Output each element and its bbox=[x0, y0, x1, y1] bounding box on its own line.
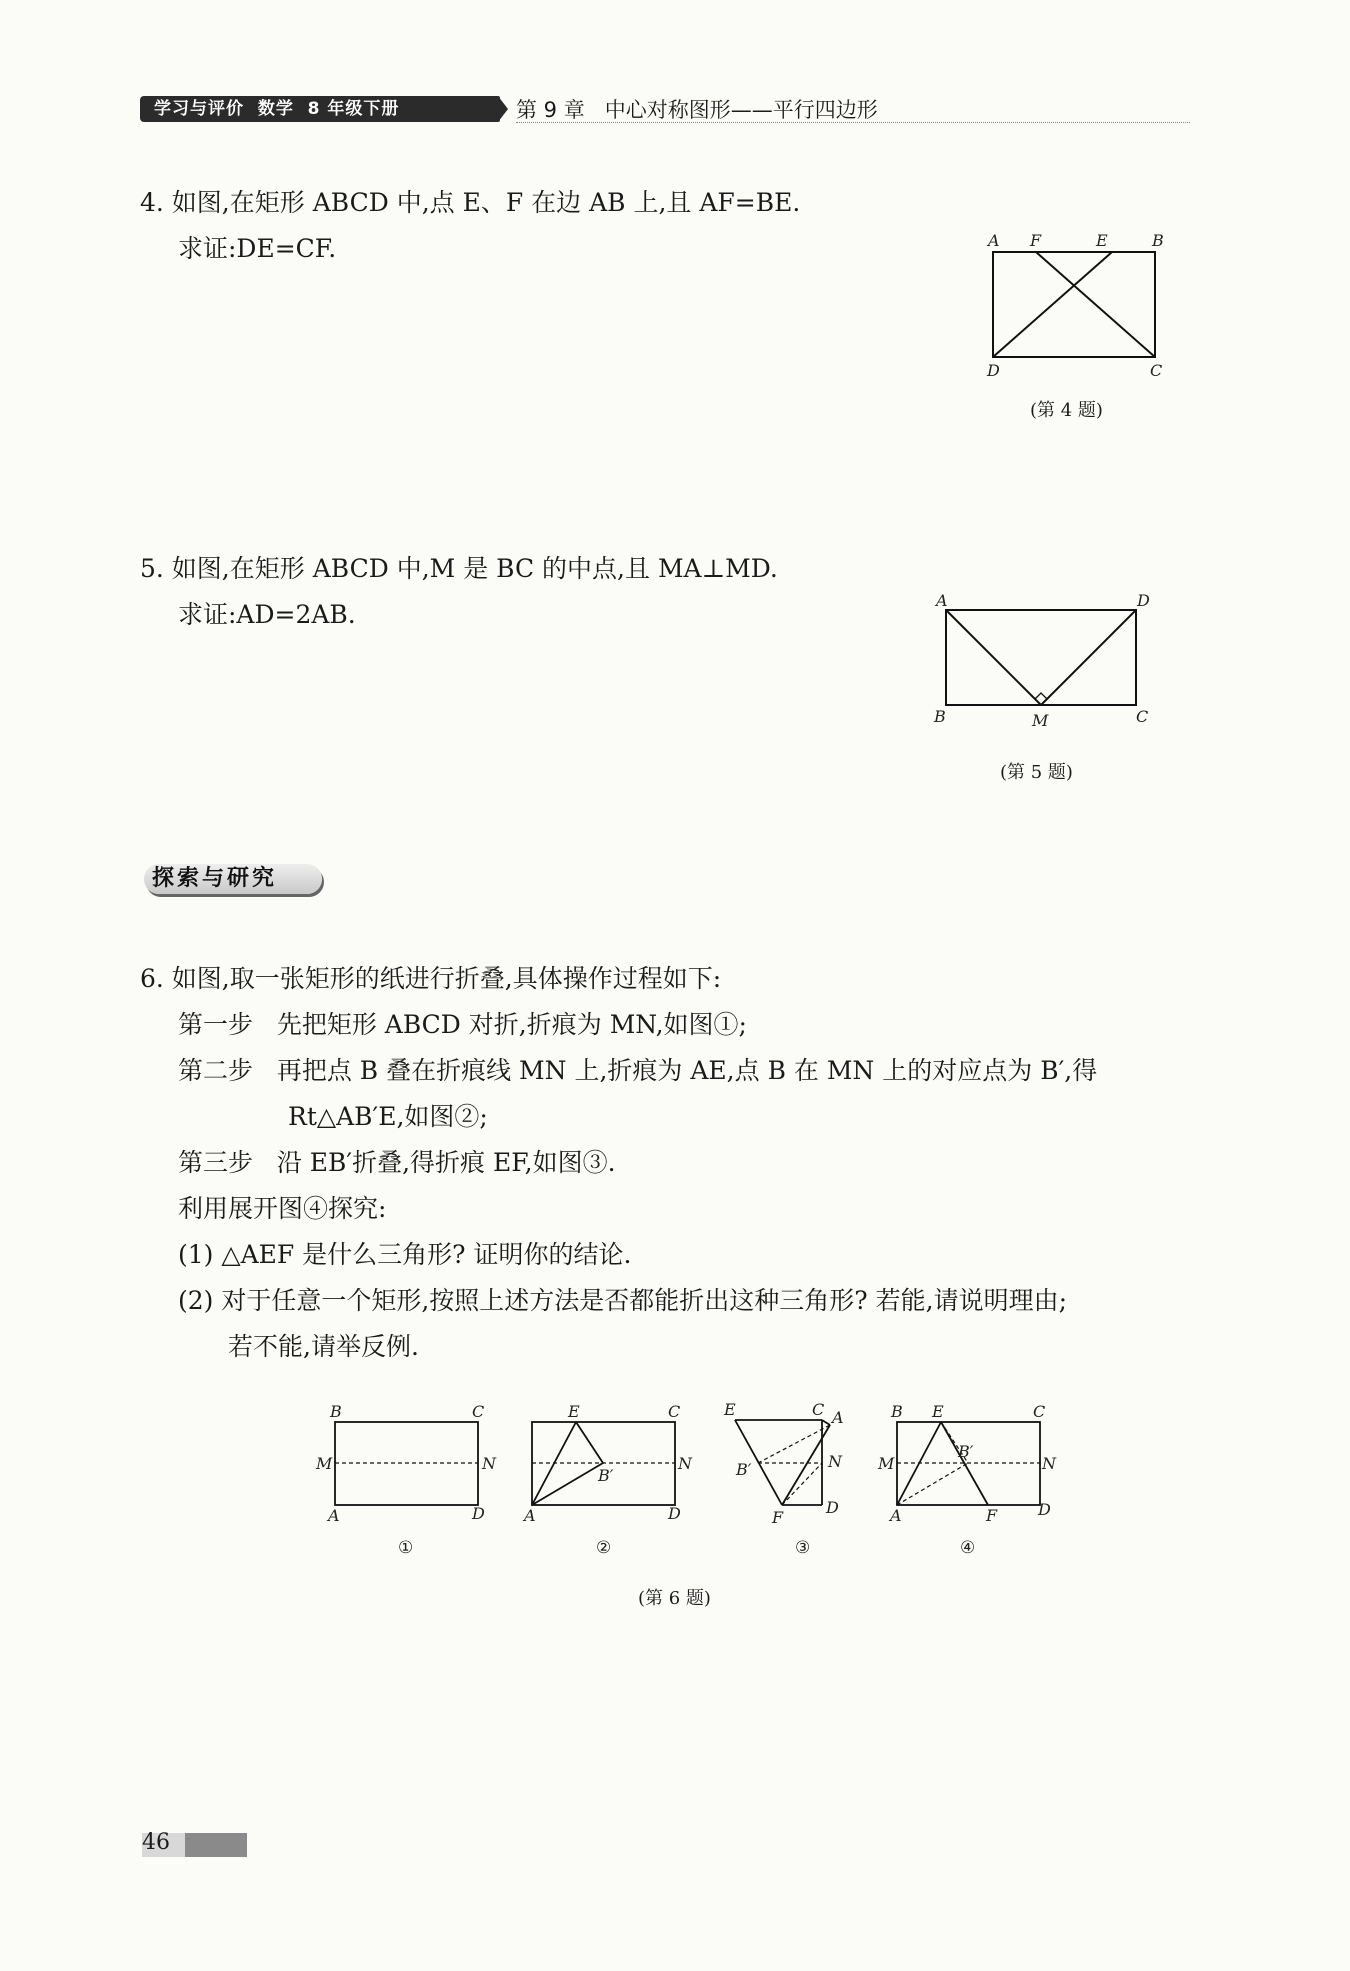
svg-text:E: E bbox=[568, 1402, 580, 1421]
svg-text:N: N bbox=[482, 1454, 496, 1473]
q5-segment-DM bbox=[1041, 610, 1136, 705]
svg-text:N: N bbox=[828, 1452, 842, 1471]
q5-label-D: D bbox=[1137, 591, 1150, 610]
q5-right-angle-mark bbox=[1035, 693, 1047, 699]
q4-caption: (第 4 题) bbox=[1030, 400, 1103, 421]
svg-text:F: F bbox=[772, 1508, 784, 1527]
svg-text:N: N bbox=[678, 1454, 692, 1473]
svg-text:D: D bbox=[1038, 1500, 1051, 1519]
q5-rectangle bbox=[946, 610, 1136, 705]
q6-step3: 第三步 沿 EB′折叠,得折痕 EF,如图③. bbox=[178, 1148, 616, 1177]
svg-text:E: E bbox=[932, 1402, 944, 1421]
svg-text:B′: B′ bbox=[958, 1442, 974, 1461]
book-title-badge: 学习与评价 数学 8 年级下册 bbox=[140, 96, 500, 122]
q6-fig3 bbox=[723, 1400, 844, 1558]
q6-step2: 第二步 再把点 B 叠在折痕线 MN 上,折痕为 AE,点 B 在 MN 上的对应点为 B′,得 bbox=[178, 1056, 1098, 1085]
svg-text:①: ① bbox=[398, 1538, 414, 1558]
svg-text:M: M bbox=[878, 1454, 895, 1473]
q6-step2-cont: Rt△AB′E,如图②; bbox=[288, 1102, 488, 1131]
chapter-title: 第 9 章 中心对称图形——平行四边形 bbox=[516, 98, 878, 122]
svg-text:B: B bbox=[330, 1402, 342, 1421]
q4-label-C: C bbox=[1150, 361, 1163, 380]
q6-step1: 第一步 先把矩形 ABCD 对折,折痕为 MN,如图①; bbox=[178, 1010, 747, 1039]
svg-text:A: A bbox=[524, 1506, 536, 1525]
q5-label-C: C bbox=[1136, 707, 1149, 726]
svg-text:N: N bbox=[1042, 1454, 1056, 1473]
q4-rectangle bbox=[993, 252, 1155, 357]
q4-statement: 4. 如图,在矩形 ABCD 中,点 E、F 在边 AB 上,且 AF=BE. bbox=[140, 188, 801, 217]
q6-caption: (第 6 题) bbox=[638, 1588, 711, 1609]
q5-label-M: M bbox=[1032, 711, 1049, 730]
q6-part2-cont: 若不能,请举反例. bbox=[228, 1332, 419, 1361]
q6-figures bbox=[300, 1395, 1080, 1565]
svg-text:C: C bbox=[1033, 1402, 1046, 1421]
q6-fig2 bbox=[522, 1402, 693, 1558]
header-rule bbox=[516, 122, 1190, 123]
q6-fig1 bbox=[315, 1402, 497, 1558]
q4-label-E: E bbox=[1096, 231, 1108, 250]
q5-figure bbox=[928, 588, 1164, 736]
svg-text:D: D bbox=[472, 1504, 485, 1523]
svg-text:C: C bbox=[668, 1402, 681, 1421]
q4-label-F: F bbox=[1030, 231, 1042, 250]
svg-text:B′: B′ bbox=[598, 1466, 614, 1485]
q4-label-B: B bbox=[1152, 231, 1164, 250]
svg-text:②: ② bbox=[596, 1538, 612, 1558]
q6-explore: 利用展开图④探究: bbox=[178, 1194, 387, 1223]
section-title-badge: 探索与研究 bbox=[144, 864, 322, 894]
q4-label-D: D bbox=[987, 361, 1000, 380]
svg-text:B: B bbox=[891, 1402, 903, 1421]
svg-text:C: C bbox=[812, 1400, 825, 1419]
q6-part1: (1) △AEF 是什么三角形? 证明你的结论. bbox=[178, 1240, 632, 1269]
page-number: 46 bbox=[142, 1830, 170, 1855]
page-number-bar bbox=[185, 1833, 247, 1857]
svg-text:④: ④ bbox=[960, 1538, 976, 1558]
q5-label-B: B bbox=[934, 707, 946, 726]
svg-text:M: M bbox=[316, 1454, 333, 1473]
q4-prove: 求证:DE=CF. bbox=[178, 234, 337, 263]
svg-text:C: C bbox=[472, 1402, 485, 1421]
q4-figure bbox=[970, 222, 1170, 390]
q6-intro: 6. 如图,取一张矩形的纸进行折叠,具体操作过程如下: bbox=[140, 964, 722, 993]
q4-label-A: A bbox=[988, 231, 1000, 250]
badge-arrow bbox=[498, 96, 508, 122]
svg-text:A: A bbox=[832, 1408, 844, 1427]
svg-text:D: D bbox=[826, 1498, 839, 1517]
svg-text:D: D bbox=[668, 1504, 681, 1523]
q5-segment-AM bbox=[946, 610, 1041, 705]
svg-text:E: E bbox=[724, 1400, 736, 1419]
svg-text:A: A bbox=[328, 1506, 340, 1525]
svg-text:B′: B′ bbox=[736, 1460, 752, 1479]
q5-statement: 5. 如图,在矩形 ABCD 中,M 是 BC 的中点,且 MA⊥MD. bbox=[140, 554, 778, 583]
svg-text:A: A bbox=[890, 1506, 902, 1525]
q5-label-A: A bbox=[936, 591, 948, 610]
q6-fig4 bbox=[877, 1402, 1057, 1558]
svg-text:③: ③ bbox=[795, 1538, 811, 1558]
svg-text:F: F bbox=[986, 1506, 998, 1525]
q5-prove: 求证:AD=2AB. bbox=[178, 600, 356, 629]
q6-part2: (2) 对于任意一个矩形,按照上述方法是否都能折出这种三角形? 若能,请说明理由; bbox=[178, 1286, 1068, 1315]
q5-caption: (第 5 题) bbox=[1000, 762, 1073, 783]
